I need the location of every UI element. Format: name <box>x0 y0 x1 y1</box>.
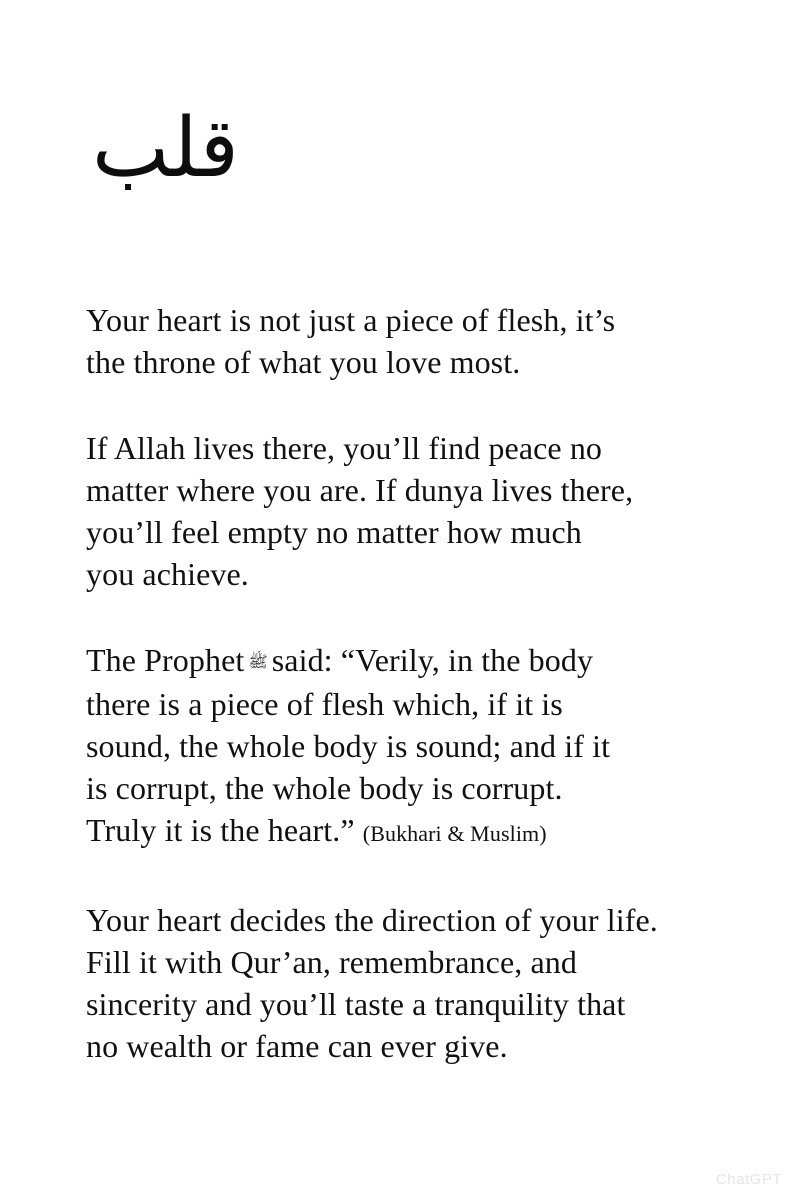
paragraph-4 <box>86 899 776 1067</box>
hadith-intro: The Prophet <box>86 642 245 678</box>
honorific-glyph: ﷺ <box>248 652 268 671</box>
paragraph-line: there is a piece of flesh which, if it is <box>86 686 563 722</box>
hadith-quote-end: Truly it is the heart.” <box>86 812 355 848</box>
paragraph-1 <box>86 299 776 383</box>
paragraph-line: the throne of what you love most. <box>86 344 521 380</box>
hadith-last-line <box>86 809 776 855</box>
body-text <box>86 299 776 1067</box>
paragraph-line: you achieve. <box>86 556 249 592</box>
citation: (Bukhari & Muslim) <box>362 821 547 846</box>
paragraph-line: Your heart is not just a piece of flesh, it’s <box>86 302 616 338</box>
paragraph-2 <box>86 427 776 595</box>
paragraph-3-hadith <box>86 639 776 855</box>
hadith-quote-start: said: “Verily, in the body <box>271 642 594 678</box>
paragraph-line: Fill it with Qur’an, remembrance, and <box>86 944 577 980</box>
arabic-title: قلب <box>92 101 239 196</box>
paragraph-line: Your heart decides the direction of your life. <box>86 902 658 938</box>
paragraph-line: sincerity and you’ll taste a tranquility that <box>86 986 626 1022</box>
paragraph-line: no wealth or fame can ever give. <box>86 1028 508 1064</box>
paragraph-line: you’ll feel empty no matter how much <box>86 514 582 550</box>
paragraph-line: is corrupt, the whole body is corrupt. <box>86 770 563 806</box>
paragraph-line: sound, the whole body is sound; and if it <box>86 728 611 764</box>
paragraph-line: matter where you are. If dunya lives there, <box>86 472 634 508</box>
watermark: ChatGPT <box>715 1171 782 1188</box>
paragraph-line: If Allah lives there, you’ll find peace no <box>86 430 603 466</box>
hadith-first-line <box>86 639 776 683</box>
